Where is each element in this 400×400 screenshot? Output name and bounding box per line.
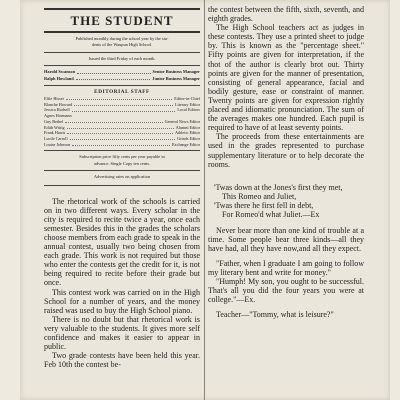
leader-dots <box>76 76 151 80</box>
divider-rule <box>44 85 200 86</box>
editorial-staff-heading: EDITORIAL STAFF <box>94 89 150 96</box>
article-paragraph: The proceeds from these entertainments are used in the grades represented to purchase supplementary literature or to help decorate the rooms. <box>208 132 364 169</box>
staff-name: Agnes Hormann <box>44 113 72 119</box>
leader-dots <box>66 96 172 100</box>
poem-line: For Romeo'd what Juliet.—Ex <box>222 210 320 220</box>
staff-role: Literary Editor <box>175 101 200 107</box>
staff-role: General News Editor <box>164 118 200 124</box>
divider-rule <box>44 170 200 171</box>
staff-role: Athletic Editor <box>174 130 200 136</box>
leader-dots <box>72 142 170 146</box>
leader-dots <box>65 119 162 123</box>
issue-schedule: Issued the third Friday of each month. <box>88 55 156 61</box>
leader-dots <box>77 69 150 73</box>
publication-info-line-2: dents of the Waupun High School. <box>91 42 153 48</box>
editorial-staff-list <box>44 96 200 147</box>
staff-name: Effie Hisser <box>44 96 65 102</box>
divider-rule <box>44 52 200 53</box>
staff-name: Frank Harris <box>44 130 66 136</box>
poem-line: 'Twas down at the Jones's first they met, <box>214 182 343 192</box>
subscription-line-2: advance. Single Copy ten cents. <box>93 160 151 166</box>
staff-name: Guy Bethel <box>44 118 64 124</box>
article-paragraph: The High School teachers act as judges in these contests. They use a printed sheet to judge by. This is known as the "percentage sheet." Fifty points are given for interpretation, if the thot of the author is clearly brot out. Thirty points are given for the manner of presentation, consisting of general appearance, facial and bodily gesture, ease or constraint of manner. Twenty points are given for expression rightly placed and idiomatic pronunciation. The sum of the averages makes one hundred. Each pupil is required to have of at least seventy points. <box>208 23 364 133</box>
leader-dots <box>74 102 173 106</box>
staff-name: Jessica Hodsell <box>44 107 70 113</box>
joke-paragraph: Teacher—"Tommy, what is leisure?" <box>216 310 334 320</box>
left-column <box>44 0 200 369</box>
staff-role: Local Editors <box>177 107 200 113</box>
advertising-rates: Advertising rates on application <box>93 174 151 180</box>
staff-role: Grinds Editor <box>177 135 200 141</box>
divider-rule <box>44 150 200 151</box>
manager-role: Senior Business Manager <box>152 69 200 75</box>
staff-name: Blanche Howard <box>44 101 73 107</box>
manager-role: Junior Business Manager <box>152 75 200 81</box>
staff-name: Lucile Carroll <box>44 135 68 141</box>
manager-name: Harold Swanson <box>44 69 76 75</box>
divider-rule <box>44 185 200 186</box>
staff-row <box>44 142 200 148</box>
publication-info-line-1: Published monthly during the school year by the stu- <box>75 36 169 41</box>
staff-name: Edith Wittig <box>44 124 65 130</box>
article-paragraph: the contest between the fifth, sixth, seventh, and eighth grades. <box>208 5 364 24</box>
manager-name: Ralph Howland <box>44 75 74 81</box>
joke-paragraph: Never bear more than one kind of trouble at a time. Some people bear three kinds—all they have had, all they have now,and all they expect. <box>208 225 364 253</box>
staff-role: Exchange Editor <box>171 141 200 147</box>
leader-dots <box>72 107 176 111</box>
divider-rule <box>44 65 200 66</box>
right-column <box>208 0 364 319</box>
subscription-line-1: Subscription price fifty cents per year payable in <box>79 154 165 160</box>
leader-dots <box>67 125 174 129</box>
masthead-title: THE STUDENT <box>44 8 200 33</box>
manager-row <box>44 76 200 82</box>
staff-name: Louise Johnson <box>44 141 71 147</box>
article-paragraph: This contest work was carried on in the High School for a number of years, and the money raised was used to buy the High School piano. <box>44 287 200 315</box>
article-paragraph: The rhetorical work of the schools is carried on in two different ways. Every scholar in the city is required to recite twice a year, once each semester. Besides this in the grades the scholars choose members from each grade to speak in the annual contest, usually two being chosen from each grade. This work is not required but those who enter the contests get the credit for it, is not being required to recite before their grade but once. <box>44 196 200 288</box>
leader-dots <box>67 130 173 134</box>
joke-paragraph: "Humph! My son, you ought to be successful. That's all you did the four years you were at college."—Ex. <box>208 276 364 305</box>
joke-paragraph: "Father, when I graduate I am going to follow my literary bent and write for money." <box>208 258 364 277</box>
leader-dots <box>70 136 175 140</box>
staff-role: Alumni Editor <box>175 124 200 130</box>
poem-line: This Romeo and Juliet, <box>222 191 297 201</box>
column-divider <box>204 0 205 400</box>
poem-line: 'Twas there he first fell in debt, <box>214 201 314 211</box>
article-paragraph: Two grade contests have been held this year. Feb 10th the contest be- <box>44 351 200 370</box>
article-paragraph: There is no doubt but that rhetorical work is very valuable to the students. It gives more self confidence and makes it easier to appear in public. <box>44 314 200 352</box>
staff-role: Editor-in-Chief <box>174 96 200 102</box>
